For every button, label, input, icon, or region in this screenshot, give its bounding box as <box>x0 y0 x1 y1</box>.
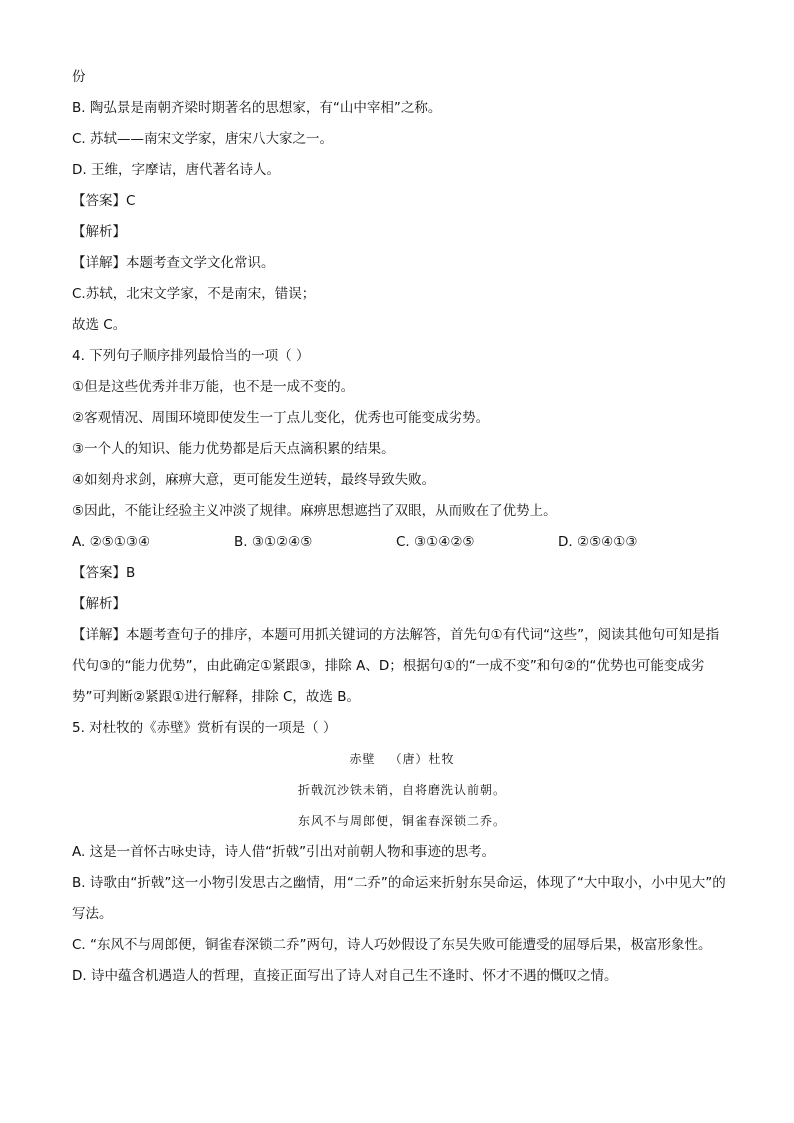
option-d-q3: D. 王维，字摩诘，唐代著名诗人。 <box>72 162 280 178</box>
question-5: 5. 对杜牧的《赤壁》赏析有误的一项是（ ） <box>72 720 337 736</box>
sentence-1: ①但是这些优秀并非万能，也不是一成不变的。 <box>72 379 355 395</box>
text-line: 份 <box>72 69 86 85</box>
sentence-3: ③一个人的知识、能力优势都是后天点滴积累的结果。 <box>72 441 395 457</box>
poem-heading <box>72 744 732 775</box>
option-b-q4: B. ③①②④⑤ <box>234 534 313 550</box>
sentence-4: ④如刻舟求剑，麻痹大意，更可能发生逆转，最终导致失败。 <box>72 472 436 488</box>
conclusion-q3: 故选 C。 <box>72 317 127 333</box>
option-a-q4: A. ②⑤①③④ <box>72 534 151 550</box>
option-b-q5: B. 诗歌由“折戟”这一小物引发思古之幽情，用“二乔”的命运来折射东吴命运，体现了“大中取小，小中见大”的写法。 <box>72 875 726 922</box>
option-c-q4: C. ③①④②⑤ <box>396 534 475 550</box>
option-c-q5: C. “东风不与周郎便，铜雀春深锁二乔”两句，诗人巧妙假设了东吴失败可能遭受的屈辱后果，极富形象性。 <box>72 937 712 953</box>
answer-q4: 【答案】B <box>72 565 136 581</box>
option-d-q5: D. 诗中蕴含机遇造人的哲理，直接正面写出了诗人对自己生不逢时、怀才不遇的慨叹之情。 <box>72 968 618 984</box>
analysis-heading-q3: 【解析】 <box>72 224 126 240</box>
sentence-5: ⑤因此，不能让经验主义冲淡了规律。麻痹思想遮挡了双眼，从而败在了优势上。 <box>72 503 557 519</box>
poem-author: （唐）杜牧 <box>389 752 455 766</box>
option-d-q4: D. ②⑤④①③ <box>558 534 638 550</box>
detail-q3: 【详解】本题考查文学文化常识。 <box>72 255 275 271</box>
detail-q3-line2: C.苏轼，北宋文学家，不是南宋，错误； <box>72 286 316 302</box>
analysis-heading-q4: 【解析】 <box>72 596 126 612</box>
option-b-q3: B. 陶弘景是南朝齐梁时期著名的思想家，有“山中宰相”之称。 <box>72 100 442 116</box>
options-q4 <box>72 527 732 558</box>
option-c-q3: C. 苏轼——南宋文学家，唐宋八大家之一。 <box>72 131 334 147</box>
poem-line-1: 折戟沉沙铁未销，自将磨洗认前朝。 <box>297 783 506 797</box>
question-4: 4. 下列句子顺序排列最恰当的一项（ ） <box>72 348 310 364</box>
poem-title: 赤壁 <box>349 752 376 766</box>
document-page <box>72 62 732 992</box>
option-a-q5: A. 这是一首怀古咏史诗，诗人借“折戟”引出对前朝人物和事迹的思考。 <box>72 844 496 860</box>
poem-line-2: 东风不与周郎便，铜雀春深锁二乔。 <box>297 814 506 828</box>
sentence-2: ②客观情况、周围环境即使发生一丁点儿变化，优秀也可能变成劣势。 <box>72 410 490 426</box>
detail-q4: 【详解】本题考查句子的排序，本题可用抓关键词的方法解答，首先句①有代词“这些”，阅读其他句可知是指代句③的“能力优势”，由此确定①紧跟③，排除 A、D；根据句①的“一成不变”和句②的“优势也可能变成劣势”可判断②紧跟①进行解释，排除 C，故选 B。 <box>72 627 720 705</box>
answer-q3: 【答案】C <box>72 193 136 209</box>
